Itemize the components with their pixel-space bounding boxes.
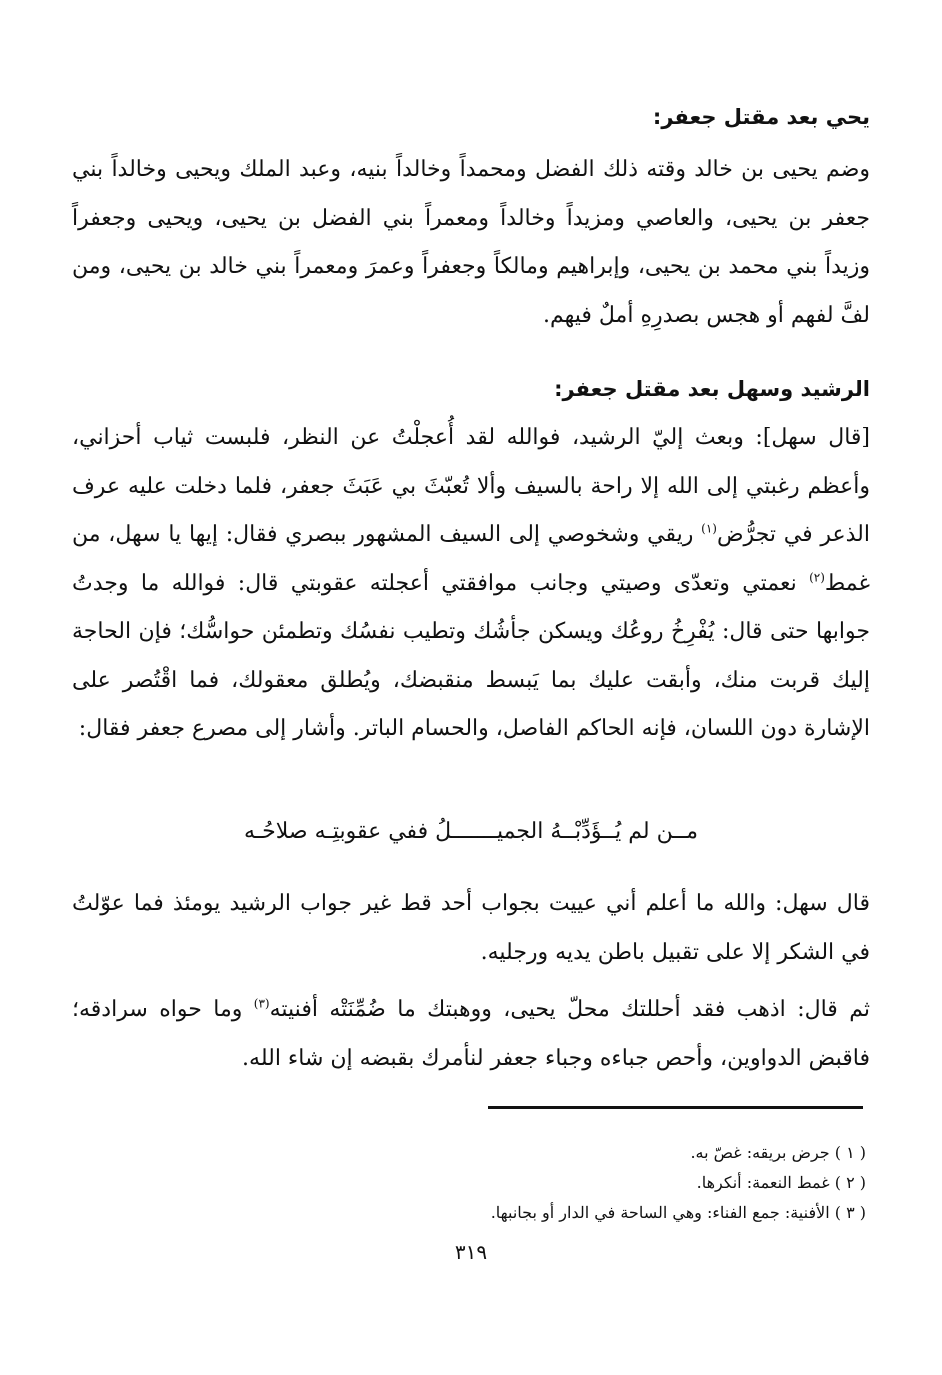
footnotes	[86, 1138, 866, 1228]
paragraph-text: وضم يحيى بن خالد وقته ذلك الفضل ومحمداً وخالداً بنيه، وعبد الملك ويحيى وخالداً بني جعفر بن يحيى، والعاصي ومزيداً وخالداً ومعمراً بني الفضل بن يحيى، ويحيى وجعفراً وزيداً بني محمد بن يحيى، وإبراهيم ومالكاً وجعفراً وعمرَ ومعمراً بني خالد بن يحيى، ومن لفَّ لفهم أو هجس بصدرِهِ أملٌ فيهم.	[72, 157, 870, 328]
footnote-1: ( ١ ) جرض بريقه: غصّ به.	[690, 1143, 866, 1162]
paragraph-text	[72, 414, 870, 754]
footnote-2: ( ٢ ) غمط النعمة: أنكرها.	[696, 1173, 866, 1192]
paragraph-yahya	[72, 146, 870, 340]
paragraph-rashid-appoints	[72, 986, 870, 1083]
page-number: ٣١٩	[454, 1240, 488, 1264]
text-segment: ريقي وشخوصي إلى السيف المشهور ببصري فقال: إيها يا سهل، من غمط	[72, 522, 870, 596]
paragraph-sahl-reply	[72, 880, 870, 977]
poetry-verse: مــن لم يُــؤَدِّبْــهُ الجميـــــــلُ ففي عقوبتِـه صلاحُـه	[243, 819, 699, 844]
text-segment: نعمتي وتعدّى وصيتي وجانب موافقتي أعجلته عقوبتي قال: فوالله ما وجدتُ جوابها حتى قال: يُفْرِخُ روعُك ويسكن جأشُك وتطيب نفسُك وتطمئن حواسُّك؛ فإن الحاجة إليك قربت منك، وأبقت عليك بما يَبسط منقبضك، ويُطلق معقولك، فما اقْتُصر على الإشارة دون اللسان، فإنه الحاكم الفاصل، والحسام الباتر. وأشار إلى مصرع جعفر فقال:	[72, 570, 870, 741]
text-segment: [قال سهل]: وبعث إليّ الرشيد، فوالله لقد أُعجلْتُ عن النظر، فلبست ثياب أحزاني، وأعظم رغبتي إلى الله إلا راحة بالسيف وألا تُعبّثَ بي عَبَثَ جعفر، فلما دخلت عليه عرف الذعر في تجرُّض	[72, 425, 870, 547]
footnote-ref-3: (٣)	[253, 996, 270, 1011]
footnote-ref-2: (٢)	[809, 570, 825, 585]
paragraph-text: قال سهل: والله ما أعلم أني عييت بجواب أحد قط غير جواب الرشيد يومئذ فما عوّلتُ في الشكر إلا على تقبيل باطن يديه ورجليه.	[72, 891, 870, 965]
paragraph-text	[72, 986, 870, 1083]
paragraph-sahl-summoned	[72, 414, 870, 754]
section-heading-yahya: يحي بعد مقتل جعفر:	[652, 105, 870, 129]
text-segment: وما حواه سرادقه؛ فاقبض الدواوين، وأحص جباءه وجباء جعفر لنأمرك بقبضه إن شاء الله.	[72, 997, 870, 1071]
footnote-3: ( ٣ ) الأفنية: جمع الفناء: وهي الساحة في الدار أو بجانبها.	[490, 1203, 866, 1222]
footnote-divider	[488, 1106, 863, 1109]
text-segment: ثم قال: اذهب فقد أحللتك محلّ يحيى، ووهبتك ما ضُمِّنَتْه أفنيته	[269, 997, 871, 1022]
footnote-ref-1: (١)	[701, 521, 717, 536]
section-heading-rashid-sahl: الرشيد وسهل بعد مقتل جعفر:	[554, 377, 870, 401]
